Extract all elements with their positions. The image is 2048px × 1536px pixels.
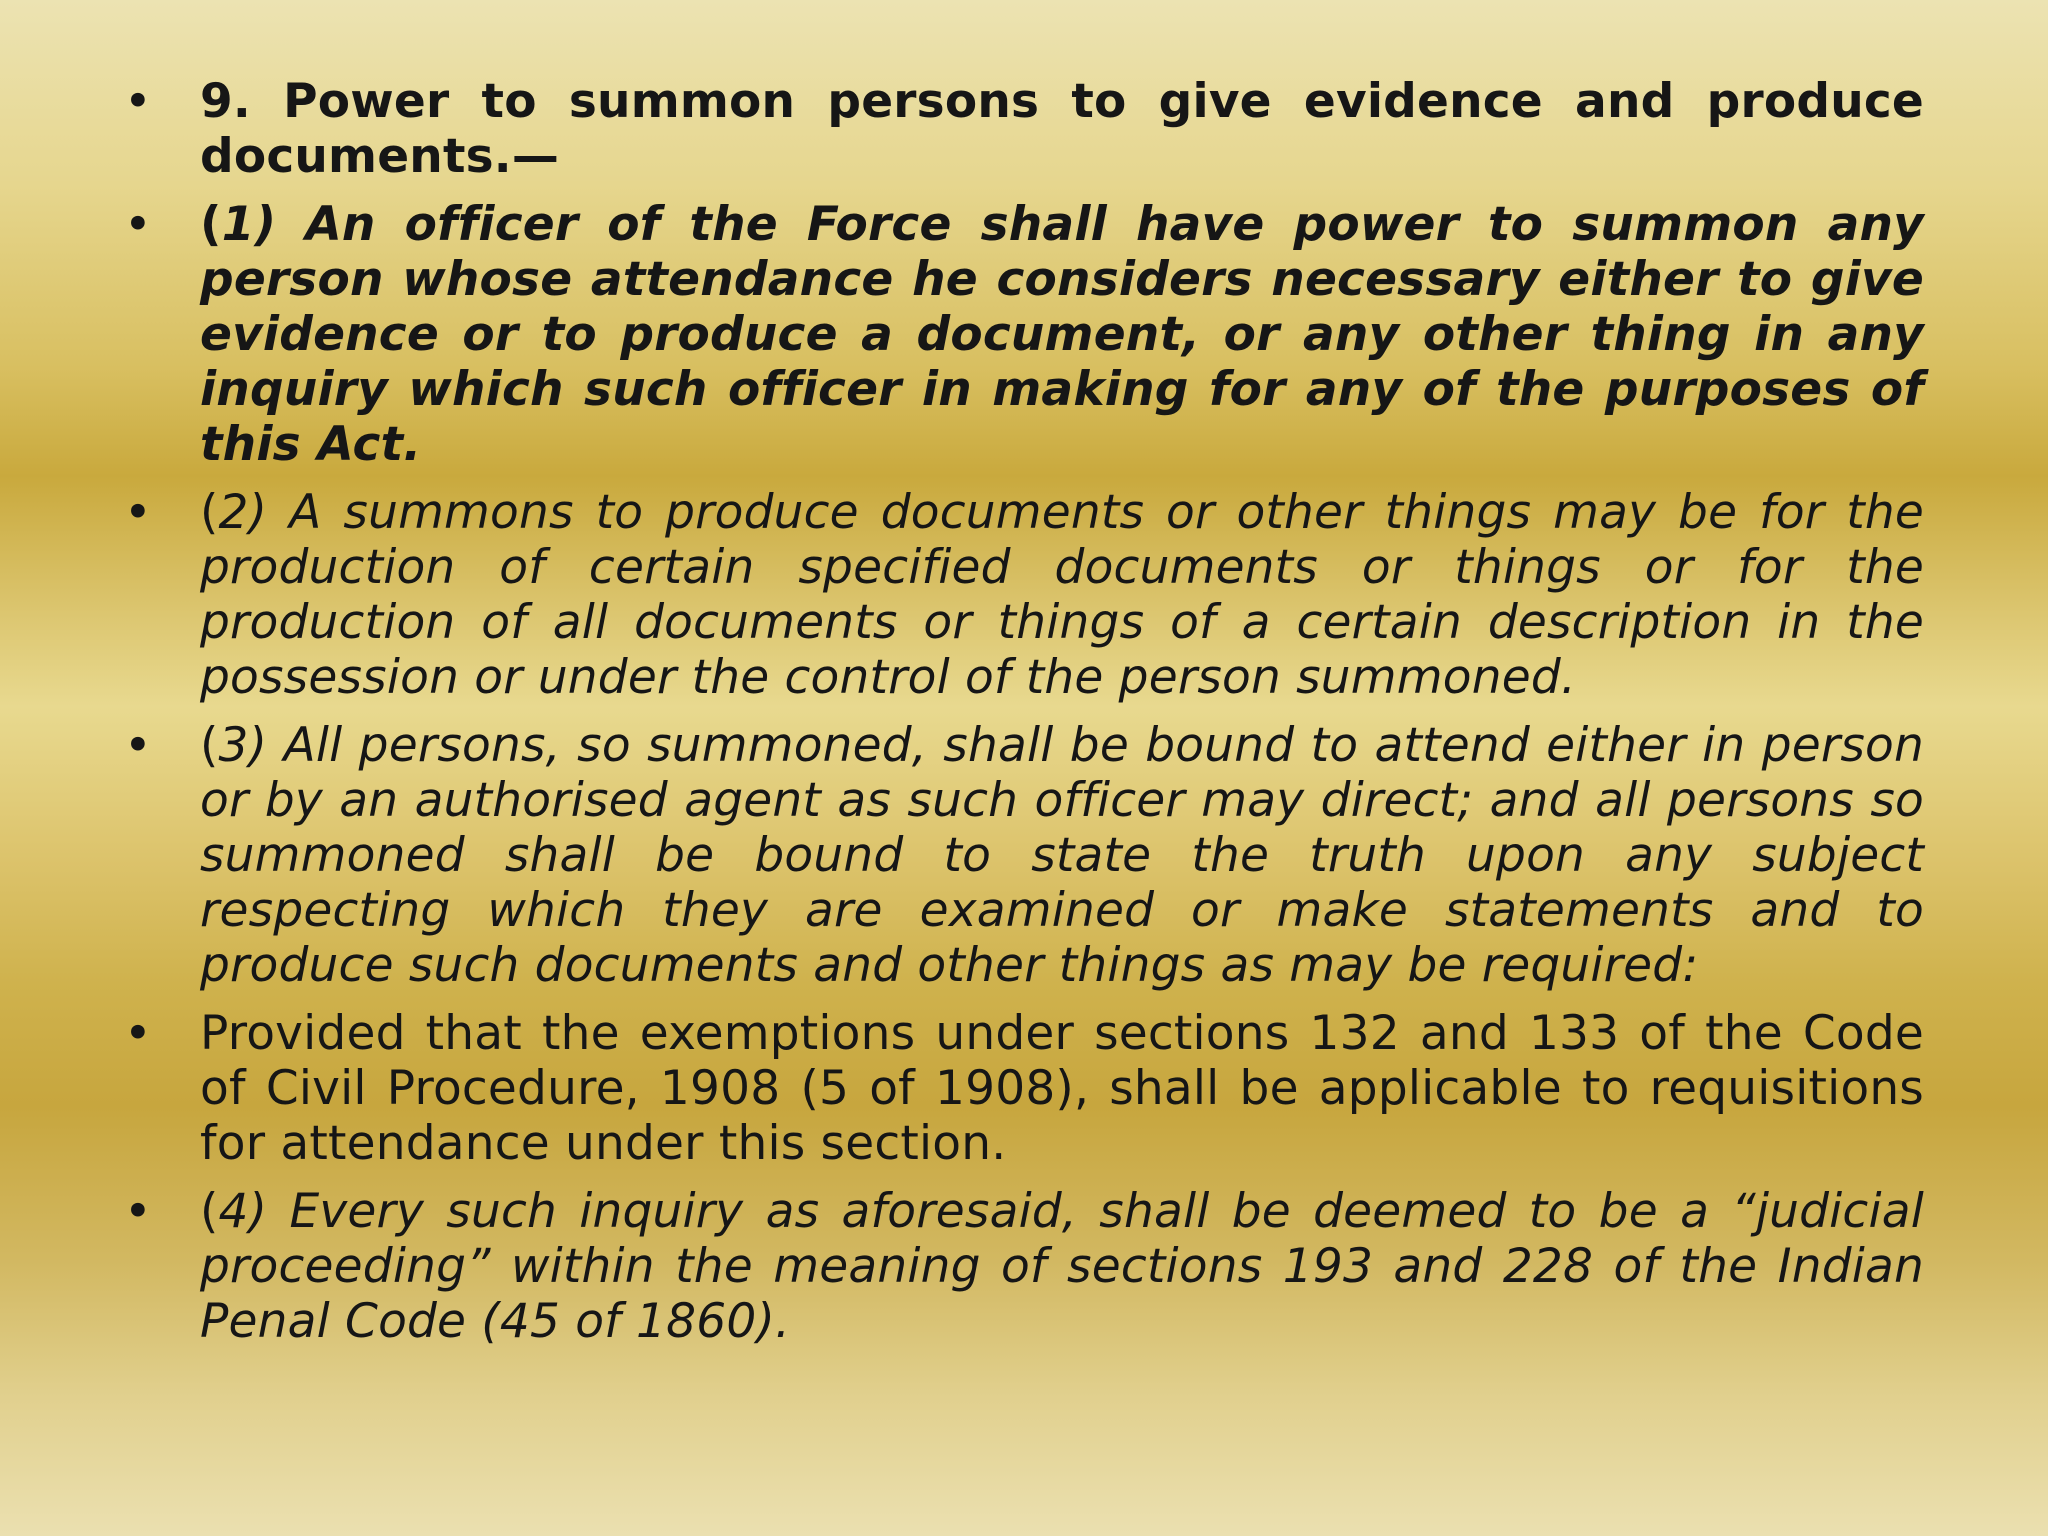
section-heading-text: 9. Power to summon persons to give evidence and produce documents.— — [200, 74, 1924, 184]
subsection-open-paren: ( — [200, 718, 219, 773]
subsection-1-text: 1) An officer of the Force shall have power to summon any person whose attendance he considers necessary either to give evidence or to produce a document, or any other thing in any inquiry which such officer in making for any of the purposes of this Act. — [200, 197, 1924, 472]
bullet-item-subsection-1 — [124, 197, 1924, 472]
bullet-item-subsection-3 — [124, 718, 1924, 993]
subsection-2-text: 2) A summons to produce documents or other things may be for the production of certain specified documents or things or for the production of all documents or things of a certain description in the possession or under the control of the person summoned. — [200, 485, 1924, 705]
subsection-open-paren: ( — [200, 197, 222, 252]
bullet-icon: • — [124, 485, 152, 540]
bullet-list — [124, 74, 1924, 1362]
bullet-icon: • — [124, 1184, 152, 1239]
subsection-open-paren: ( — [200, 485, 219, 540]
bullet-item-section-heading — [124, 74, 1924, 184]
bullet-icon: • — [124, 197, 152, 252]
subsection-3-text: 3) All persons, so summoned, shall be bound to attend either in person or by an authorised agent as such officer may direct; and all persons so summoned shall be bound to state the truth upon any subject respecting which they are examined or make statements and to produce such documents and other things as may be required: — [200, 718, 1924, 993]
subsection-open-paren: ( — [200, 1184, 219, 1239]
bullet-icon: • — [124, 718, 152, 773]
bullet-item-subsection-4 — [124, 1184, 1924, 1349]
bullet-icon: • — [124, 1006, 152, 1061]
bullet-icon: • — [124, 74, 152, 129]
bullet-item-proviso — [124, 1006, 1924, 1171]
subsection-4-text: 4) Every such inquiry as aforesaid, shall be deemed to be a “judicial proceeding” within the meaning of sections 193 and 228 of the Indian Penal Code (45 of 1860). — [200, 1184, 1924, 1349]
proviso-text: Provided that the exemptions under sections 132 and 133 of the Code of Civil Procedure, 1908 (5 of 1908), shall be applicable to requisitions for attendance under this section. — [200, 1006, 1924, 1171]
bullet-item-subsection-2 — [124, 485, 1924, 705]
